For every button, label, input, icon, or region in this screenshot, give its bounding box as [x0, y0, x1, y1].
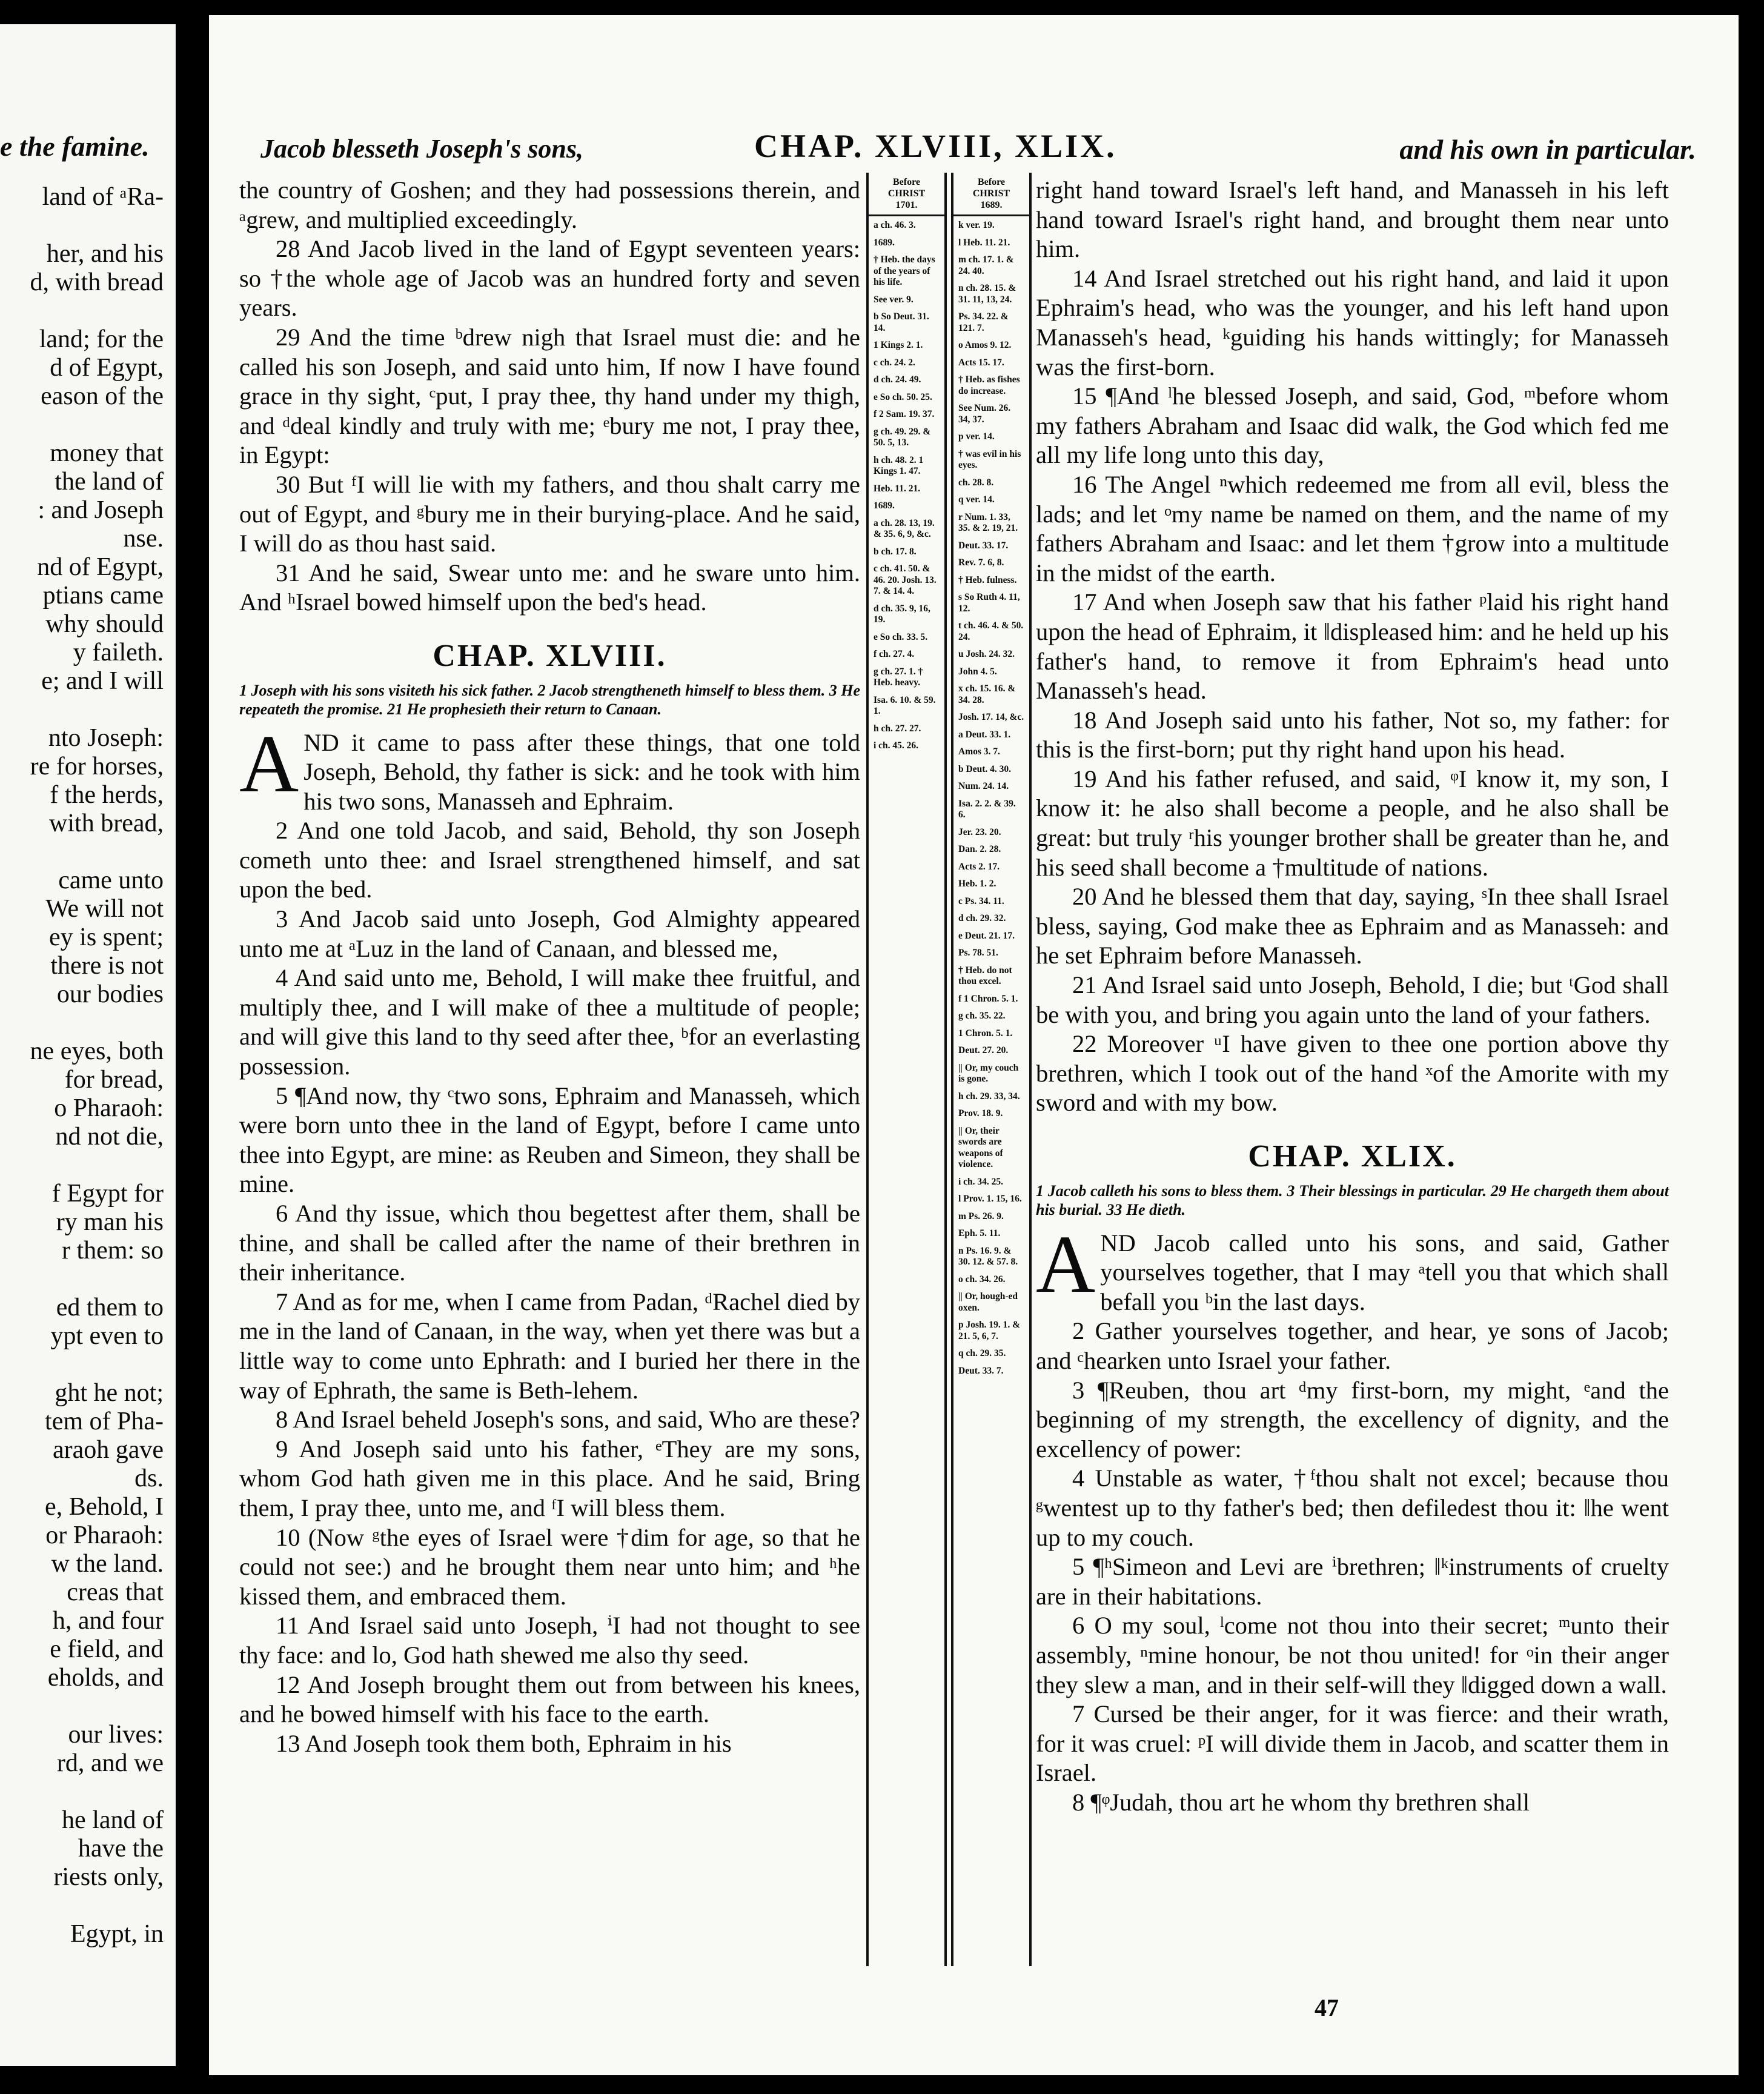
margin-reference: o Amos 9. 12. — [958, 340, 1012, 350]
facing-page-line: nd of Egypt, — [37, 553, 164, 581]
facing-page-line: our bodies — [56, 980, 164, 1008]
verse-text: ND it came to pass after these things, that one told Joseph, Behold, thy father is sick: and he took with him his two sons, Manasseh and Ephraim. — [303, 728, 860, 815]
margin-reference: John 4. 5. — [958, 666, 997, 677]
facing-page-line: f Egypt for — [51, 1180, 164, 1208]
margin-reference: x ch. 15. 16. & 34. 28. — [958, 683, 1016, 705]
margin-head-year: 1689. — [980, 200, 1003, 210]
facing-page-line — [0, 1265, 176, 1294]
margin-notes-outer — [951, 173, 1032, 1966]
margin-reference: q ch. 29. 35. — [958, 1348, 1006, 1358]
margin-head-before: Before — [892, 177, 920, 187]
facing-page-line: creas that — [67, 1578, 164, 1606]
verse-paragraph: 4 Unstable as water, †ᶠthou shalt not excel; because thou ᵍwentest up to thy father's bed; then defiledest thou it: ‖he went up to my couch. — [1036, 1464, 1669, 1551]
margin-reference: Dan. 2. 28. — [958, 844, 1001, 854]
margin-reference: a ch. 28. 13, 19. & 35. 6, 9, &c. — [874, 517, 935, 539]
verse-paragraph: 19 And his father refused, and said, ᵠI know it, my son, I know it: he also shall become a people, and he also shall be great: but truly ʳhis younger brother shall be greater than he, and his seed shall become a †multitude of nations. — [1036, 765, 1669, 881]
margin-reference: 1 Chron. 5. 1. — [958, 1028, 1013, 1039]
facing-page-line: riests only, — [53, 1863, 164, 1891]
verse-paragraph: 8 ¶ᵠJudah, thou art he whom thy brethren shall — [1072, 1788, 1530, 1816]
margin-reference: b ch. 17. 8. — [874, 546, 917, 557]
facing-page-line: We will not — [45, 895, 164, 923]
margin-notes-list — [869, 216, 944, 762]
facing-page-line: he land of — [62, 1806, 164, 1834]
verse-paragraph: 12 And Joseph brought them out from between his knees, and he bowed himself with his face to the earth. — [239, 1670, 860, 1728]
facing-page — [0, 24, 176, 2066]
chapter-summary: 1 Joseph with his sons visiteth his sick father. 2 Jacob strengtheneth himself to bless them. 3 He repeateth the promise. 21 He prophesieth their return to Canaan. — [239, 681, 860, 718]
facing-page-line: ds. — [134, 1464, 164, 1492]
margin-reference: m Ps. 26. 9. — [958, 1211, 1004, 1222]
margin-reference: || Or, hough-ed oxen. — [958, 1291, 1018, 1313]
facing-page-line: came unto — [58, 866, 164, 894]
margin-reference: p ver. 14. — [958, 431, 995, 442]
facing-page-running-head: e the famine. — [0, 131, 150, 162]
facing-page-line: ptians came — [42, 582, 164, 610]
verse-paragraph: 9 And Joseph said unto his father, ᵉThey are my sons, whom God hath given me in this place. And he said, Bring them, I pray thee, unto me, and ᶠI will bless them. — [239, 1435, 860, 1521]
book-page — [209, 15, 1739, 2075]
verse-paragraph: 13 And Joseph took them both, Ephraim in his — [276, 1729, 732, 1757]
drop-cap: A — [239, 718, 299, 809]
margin-reference: 1689. — [874, 237, 895, 248]
margin-reference: d ch. 29. 32. — [958, 913, 1006, 923]
margin-reference: s So Ruth 4. 11, 12. — [958, 592, 1020, 614]
margin-reference: Deut. 33. 7. — [958, 1365, 1004, 1376]
facing-page-line: have the — [78, 1835, 164, 1863]
margin-reference: c ch. 41. 50. & 46. 20. Josh. 13. 7. & 14. 4. — [874, 563, 937, 596]
verse-paragraph: 4 And said unto me, Behold, I will make thee fruitful, and multiply thee, and I will make of thee a multitude of people; and will give this land to thy seed after thee, ᵇfor an everlasting possession. — [239, 964, 860, 1080]
margin-reference: q ver. 14. — [958, 494, 995, 505]
verse-paragraph: 2 And one told Jacob, and said, Behold, thy son Joseph cometh unto thee: and Israel strengthened himself, and sat upon the bed. — [239, 817, 860, 903]
verse-paragraph: 16 The Angel ⁿwhich redeemed me from all evil, bless the lads; and let ᵒmy name be named on them, and the name of my fathers Abraham and Isaac: and let them †grow into a multitude in the midst of the earth. — [1036, 470, 1669, 587]
margin-head-christ: CHRIST — [972, 188, 1010, 199]
margin-reference: Num. 24. 14. — [958, 781, 1009, 791]
facing-page-line: r them: so — [62, 1237, 164, 1265]
facing-page-line: money that — [50, 439, 164, 467]
verse-paragraph: the country of Goshen; and they had possessions therein, and ᵃgrew, and multiplied exceedingly. — [239, 176, 860, 233]
facing-page-line — [0, 1892, 176, 1920]
facing-page-text — [0, 183, 176, 1949]
facing-page-line: ed them to — [56, 1294, 164, 1321]
facing-page-line — [0, 1151, 176, 1180]
facing-page-line: ey is spent; — [49, 923, 164, 951]
facing-page-line: eholds, and — [47, 1664, 164, 1692]
verse-paragraph: 21 And Israel said unto Joseph, Behold, I die; but ᵗGod shall be with you, and bring you again unto the land of your fathers. — [1036, 971, 1669, 1028]
verse-paragraph: 8 And Israel beheld Joseph's sons, and said, Who are these? — [276, 1406, 860, 1434]
verse-paragraph: 2 Gather yourselves together, and hear, ye sons of Jacob; and ᶜhearken unto Israel your father. — [1036, 1317, 1669, 1374]
margin-reference: Heb. 11. 21. — [874, 483, 921, 494]
margin-head-before: Before — [977, 177, 1005, 187]
margin-reference: † Heb. fulness. — [958, 574, 1017, 585]
margin-reference: t ch. 46. 4. & 50. 24. — [958, 620, 1024, 642]
facing-page-line: our lives: — [68, 1721, 164, 1749]
verse-paragraph: 31 And he said, Swear unto me: and he sware unto him. And ʰIsrael bowed himself upon the bed's head. — [239, 559, 860, 616]
margin-reference: Isa. 2. 2. & 39. 6. — [958, 798, 1016, 820]
facing-page-line — [0, 1692, 176, 1721]
margin-reference: || Or, their swords are weapons of violence. — [958, 1125, 1003, 1169]
verse-paragraph: 6 And thy issue, which thou begettest after them, shall be thine, and shall be called after the name of their brethren in their inheritance. — [239, 1200, 860, 1286]
drop-cap: A — [1036, 1218, 1096, 1310]
facing-page-line — [0, 1009, 176, 1037]
facing-page-line: rd, and we — [56, 1749, 164, 1777]
margin-reference: b Deut. 4. 30. — [958, 763, 1011, 774]
facing-page-line: tem of Pha- — [45, 1408, 164, 1435]
running-head — [209, 127, 1739, 176]
margin-reference: Isa. 6. 10. & 59. 1. — [874, 694, 936, 716]
margin-reference: u Josh. 24. 32. — [958, 649, 1015, 659]
margin-reference: g ch. 35. 22. — [958, 1011, 1006, 1021]
margin-reference: g ch. 27. 1. † Heb. heavy. — [874, 666, 923, 688]
facing-page-line: e field, and — [50, 1635, 164, 1663]
verse-paragraph: 29 And the time ᵇdrew nigh that Israel must die: and he called his son Joseph, and said unto him, If now I have found grace in thy sight, ᶜput, I pray thee, thy hand under my thigh, and ᵈdeal kindly and truly with me; ᵉbury me not, I pray thee, in Egypt: — [239, 323, 860, 469]
margin-reference: Eph. 5. 11. — [958, 1228, 1001, 1238]
margin-reference: l Prov. 1. 15, 16. — [958, 1194, 1022, 1204]
verse-paragraph: 17 And when Joseph saw that his father ᵖlaid his right hand upon the head of Ephraim, it ‖displeased him: and he held up his father's hand, to remove it from Ephraim's head unto Manasseh's head. — [1036, 588, 1669, 705]
verse-text: ND Jacob called unto his sons, and said, Gather yourselves together, that I may ᵃtell you that which shall befall you ᵇin the last days. — [1100, 1229, 1669, 1315]
verse-paragraph: 5 ¶And now, thy ᶜtwo sons, Ephraim and Manasseh, which were born unto thee in the land of Egypt, before I came unto thee into Egypt, are mine: as Reuben and Simeon, they shall be mine. — [239, 1082, 860, 1198]
facing-page-line: ypt even to — [50, 1322, 164, 1350]
margin-reference: Heb. 1. 2. — [958, 879, 996, 889]
verse-paragraph: 15 ¶And ˡhe blessed Joseph, and said, God, ᵐbefore whom my fathers Abraham and Isaac did walk, the God which fed me all my life long unto this day, — [1036, 382, 1669, 469]
verse-paragraph: 18 And Joseph said unto his father, Not so, my father: for this is the first-born; put thy right hand upon his head. — [1036, 706, 1669, 763]
running-head-right: and his own in particular. — [1399, 134, 1696, 165]
margin-reference: Deut. 27. 20. — [958, 1045, 1009, 1055]
facing-page-line: h, and four — [52, 1607, 164, 1635]
chapter-summary: 1 Jacob calleth his sons to bless them. 3 Their blessings in particular. 29 He chargeth them about his burial. 33 He dieth. — [1036, 1182, 1669, 1218]
verse-paragraph: 22 Moreover ᵘI have given to thee one portion above thy brethren, which I took out of the hand ˣof the Amorite with my sword and with my bow. — [1036, 1030, 1669, 1117]
margin-reference: a Deut. 33. 1. — [958, 729, 1011, 740]
facing-page-line: d of Egypt, — [50, 354, 164, 382]
running-head-chapter: CHAP. XLVIII, XLIX. — [754, 128, 1117, 164]
facing-page-line — [0, 1351, 176, 1379]
margin-reference: h ch. 29. 33, 34. — [958, 1091, 1020, 1102]
facing-page-line: or Pharaoh: — [45, 1521, 164, 1549]
margin-reference: e So ch. 33. 5. — [874, 631, 928, 642]
margin-reference: g ch. 49. 29. & 50. 5, 13. — [874, 426, 931, 448]
left-text-column — [239, 176, 860, 1758]
margin-reference: f ch. 27. 4. — [874, 649, 915, 659]
facing-page-line: why should — [45, 610, 164, 638]
facing-page-line: the land of — [55, 468, 164, 496]
facing-page-line: e, Behold, I — [45, 1493, 164, 1521]
facing-page-line: re for horses, — [30, 753, 164, 780]
facing-page-line — [0, 297, 176, 325]
facing-page-line: f the herds, — [50, 781, 164, 809]
margin-date-header — [953, 173, 1029, 216]
margin-reference: † Heb. the days of the years of his life. — [874, 254, 935, 287]
facing-page-line: for bread, — [64, 1066, 164, 1094]
margin-reference: † was evil in his eyes. — [958, 448, 1021, 470]
margin-reference: Amos 3. 7. — [958, 746, 1000, 757]
verse-paragraph: 6 O my soul, ˡcome not thou into their secret; ᵐunto their assembly, ⁿmine honour, be not thou united! for ᵒin their anger they slew a man, and in their self-will they ‖digged down a wall. — [1036, 1612, 1669, 1698]
margin-reference: Josh. 17. 14, &c. — [958, 712, 1024, 722]
margin-reference: m ch. 17. 1. & 24. 40. — [958, 254, 1014, 276]
margin-reference: d ch. 24. 49. — [874, 374, 921, 385]
facing-page-line — [0, 1778, 176, 1806]
margin-reference: See ver. 9. — [874, 294, 913, 305]
facing-page-line: eason of the — [41, 382, 164, 410]
margin-reference: b So Deut. 31. 14. — [874, 311, 929, 333]
verse-paragraph: 30 But ᶠI will lie with my fathers, and thou shalt carry me out of Egypt, and ᵍbury me in their burying-place. And he said, I will do as thou hast said. — [239, 470, 860, 557]
facing-page-line — [0, 211, 176, 240]
margin-reference: o ch. 34. 26. — [958, 1274, 1006, 1285]
margin-reference: ch. 28. 8. — [958, 477, 994, 488]
facing-page-line: ry man his — [56, 1208, 164, 1236]
margin-reference: Acts 15. 17. — [958, 357, 1004, 368]
margin-reference: n Ps. 16. 9. & 30. 12. & 57. 8. — [958, 1245, 1018, 1267]
margin-reference: e So ch. 50. 25. — [874, 391, 932, 402]
facing-page-line: ne eyes, both — [30, 1037, 164, 1065]
facing-page-line: there is not — [50, 952, 164, 980]
margin-reference: c ch. 24. 2. — [874, 357, 915, 368]
margin-reference: a ch. 46. 3. — [874, 220, 916, 230]
margin-reference: e Deut. 21. 17. — [958, 930, 1015, 941]
margin-reference: See Num. 26. 34, 37. — [958, 403, 1011, 425]
verse-paragraph: 5 ¶ʰSimeon and Levi are ⁱbrethren; ‖ᵏinstruments of cruelty are in their habitations. — [1036, 1553, 1669, 1610]
margin-reference: Rev. 7. 6, 8. — [958, 557, 1004, 568]
facing-page-line: ght he not; — [55, 1379, 164, 1407]
margin-reference: c Ps. 34. 11. — [958, 896, 1004, 906]
margin-reference: k ver. 19. — [958, 220, 995, 230]
margin-reference: d ch. 35. 9, 16, 19. — [874, 603, 930, 625]
margin-reference: i ch. 34. 25. — [958, 1176, 1004, 1187]
facing-page-line — [0, 838, 176, 866]
margin-reference: 1689. — [874, 500, 895, 511]
margin-reference: l Heb. 11. 21. — [958, 237, 1010, 248]
facing-page-line: o Pharaoh: — [54, 1094, 164, 1122]
verse-paragraph: 14 And Israel stretched out his right hand, and laid it upon Ephraim's head, who was the younger, and his left hand upon Manasseh's head, ᵏguiding his hands wittingly; for Manasseh was the first-born. — [1036, 264, 1669, 381]
page-number: 47 — [1315, 1994, 1339, 2021]
facing-page-line: her, and his — [46, 240, 164, 268]
facing-page-line: araoh gave — [52, 1436, 164, 1464]
margin-reference: p Josh. 19. 1. & 21. 5, 6, 7. — [958, 1320, 1021, 1341]
margin-head-year: 1701. — [895, 200, 918, 210]
verse-paragraph: 10 (Now ᵍthe eyes of Israel were †dim for age, so that he could not see:) and he brought them near unto him; and ʰhe kissed them, and embraced them. — [239, 1523, 860, 1610]
chapter-heading: CHAP. XLIX. — [1248, 1139, 1457, 1174]
margin-reference: 1 Kings 2. 1. — [874, 340, 923, 350]
verse-paragraph: 11 And Israel said unto Joseph, ⁱI had not thought to see thy face: and lo, God hath shewed me also thy seed. — [239, 1612, 860, 1669]
facing-page-line — [0, 696, 176, 724]
facing-page-line: e; and I will — [41, 667, 164, 695]
margin-head-christ: CHRIST — [887, 188, 926, 199]
facing-page-line: nse. — [123, 525, 164, 553]
margin-reference: Acts 2. 17. — [958, 861, 1000, 872]
verse-paragraph — [1036, 1218, 1669, 1317]
facing-page-line — [0, 411, 176, 439]
verse-paragraph: 7 And as for me, when I came from Padan, ᵈRachel died by me in the land of Canaan, in the way, when yet there was but a little way to come unto Ephrath: and I buried her there in the way of Ephrath, the same is Beth-lehem. — [239, 1288, 860, 1404]
right-text-column — [1036, 176, 1669, 1817]
margin-reference: f 2 Sam. 19. 37. — [874, 409, 935, 419]
chapter-heading: CHAP. XLVIII. — [433, 638, 667, 673]
margin-reference: h ch. 27. 27. — [874, 723, 921, 734]
margin-notes-inner — [866, 173, 947, 1966]
facing-page-line: w the land. — [51, 1550, 164, 1578]
verse-paragraph — [239, 718, 860, 817]
margin-reference: Deut. 33. 17. — [958, 540, 1009, 551]
margin-reference: i ch. 45. 26. — [874, 740, 919, 751]
margin-reference: Ps. 34. 22. & 121. 7. — [958, 311, 1009, 333]
verse-paragraph: right hand toward Israel's left hand, and Manasseh in his left hand toward Israel's right hand, and brought them near unto him. — [1036, 176, 1669, 263]
verse-paragraph: 28 And Jacob lived in the land of Egypt seventeen years: so †the whole age of Jacob was an hundred forty and seven years. — [239, 235, 860, 322]
margin-reference: Jer. 23. 20. — [958, 826, 1001, 837]
margin-reference: Ps. 78. 51. — [958, 948, 998, 958]
facing-page-line: nd not die, — [55, 1123, 164, 1151]
margin-date-header — [869, 173, 944, 216]
facing-page-line: with bread, — [49, 809, 164, 837]
facing-page-line: : and Joseph — [38, 496, 164, 524]
facing-page-line: d, with bread — [30, 268, 164, 296]
margin-reference: || Or, my couch is gone. — [958, 1062, 1019, 1084]
running-head-left: Jacob blesseth Joseph's sons, — [260, 134, 583, 164]
margin-reference: h ch. 48. 2. 1 Kings 1. 47. — [874, 454, 924, 476]
facing-page-line: nto Joseph: — [48, 724, 164, 752]
verse-paragraph: 20 And he blessed them that day, saying, ˢIn thee shall Israel bless, saying, God make thee as Ephraim and as Manasseh: and he set Ephraim before Manasseh. — [1036, 883, 1669, 969]
margin-reference: f 1 Chron. 5. 1. — [958, 993, 1018, 1004]
margin-reference: r Num. 1. 33, 35. & 2. 19, 21. — [958, 511, 1018, 533]
verse-paragraph: 3 And Jacob said unto Joseph, God Almighty appeared unto me at ᵃLuz in the land of Canaan, and blessed me, — [239, 905, 860, 962]
facing-page-line: land of ᵃRa- — [42, 183, 164, 211]
margin-reference: Prov. 18. 9. — [958, 1108, 1003, 1118]
facing-page-line: Egypt, in — [70, 1920, 164, 1948]
margin-reference: † Heb. as fishes do increase. — [958, 374, 1020, 396]
margin-reference: † Heb. do not thou excel. — [958, 965, 1012, 986]
facing-page-line: land; for the — [39, 325, 164, 353]
verse-paragraph: 7 Cursed be their anger, for it was fierce: and their wrath, for it was cruel: ᵖI will divide them in Jacob, and scatter them in Israel. — [1036, 1700, 1669, 1787]
margin-notes-list — [953, 216, 1029, 1386]
facing-page-line: y faileth. — [73, 639, 164, 666]
margin-reference: n ch. 28. 15. & 31. 11, 13, 24. — [958, 283, 1016, 305]
verse-paragraph: 3 ¶Reuben, thou art ᵈmy first-born, my might, ᵉand the beginning of my strength, the excellency of dignity, and the excellency of power: — [1036, 1376, 1669, 1463]
